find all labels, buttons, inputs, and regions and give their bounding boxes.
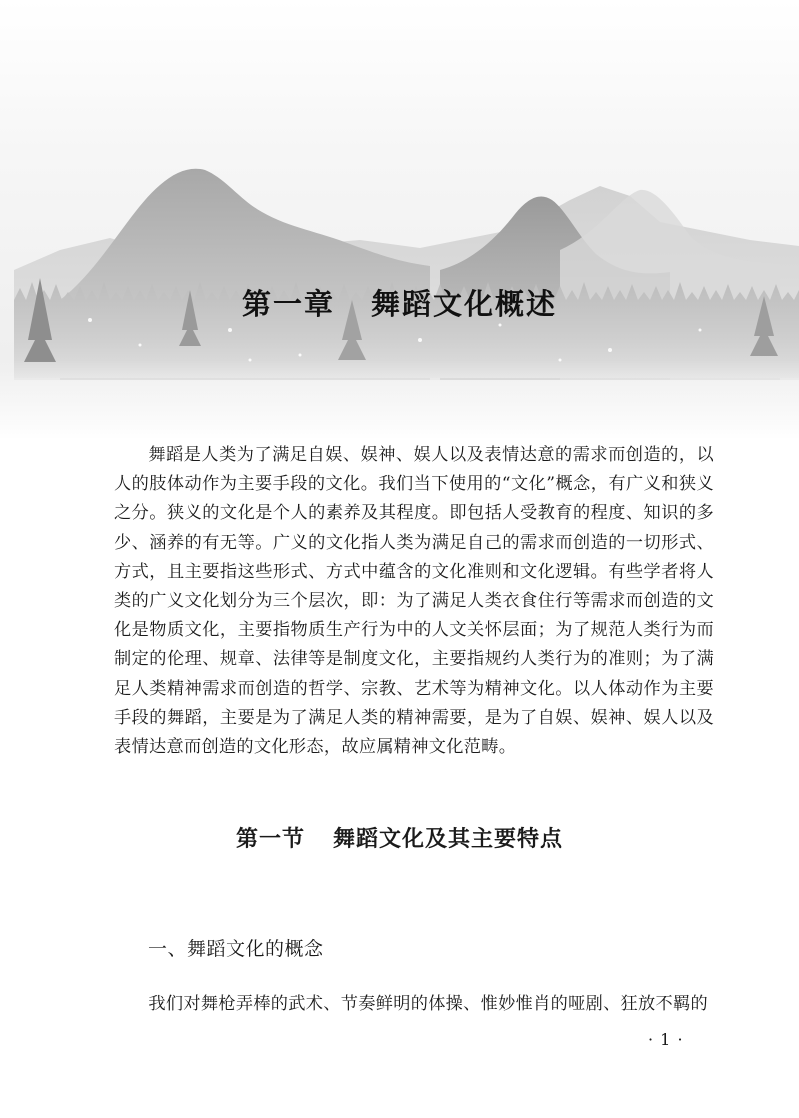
page-number: · 1 · [648, 1030, 684, 1049]
subsection-title: 一、舞蹈文化的概念 [148, 938, 324, 960]
section-title [0, 822, 799, 853]
chapter-number: 第一章 [241, 287, 335, 321]
landscape-banner [0, 0, 799, 440]
body-paragraph: 我们对舞枪弄棒的武术、节奏鲜明的体操、惟妙惟肖的哑剧、狂放不羁的 [148, 994, 708, 1014]
section-name: 舞蹈文化及其主要特点 [333, 826, 564, 852]
chapter-title [0, 282, 799, 323]
section-number: 第一节 [235, 826, 305, 852]
chapter-name: 舞蹈文化概述 [371, 287, 558, 321]
intro-paragraph: 舞蹈是人类为了满足自娱、娱神、娱人以及表情达意的需求而创造的，以人的肢体动作为主要手段的文化。我们当下使用的“文化”概念，有广义和狭义之分。狭义的文化是个人的素养及其程度。即包括人受教育的程度、知识的多少、涵养的有无等。广义的文化指人类为满足自己的需求而创造的一切形式、方式，且主要指这些形式、方式中蕴含的文化准则和文化逻辑。有些学者将人类的广义文化划分为三个层次，即：为了满足人类衣食住行等需求而创造的文化是物质文化，主要指物质生产行为中的人文关怀层面；为了规范人类行为而制定的伦理、规章、法律等是制度文化，主要指规约人类行为的准则；为了满足人类精神需求而创造的哲学、宗教、艺术等为精神文化。以人体动作为主要手段的舞蹈，主要是为了满足人类的精神需要，是为了自娱、娱神、娱人以及表情达意而创造的文化形态，故应属精神文化范畴。 [114, 445, 714, 758]
